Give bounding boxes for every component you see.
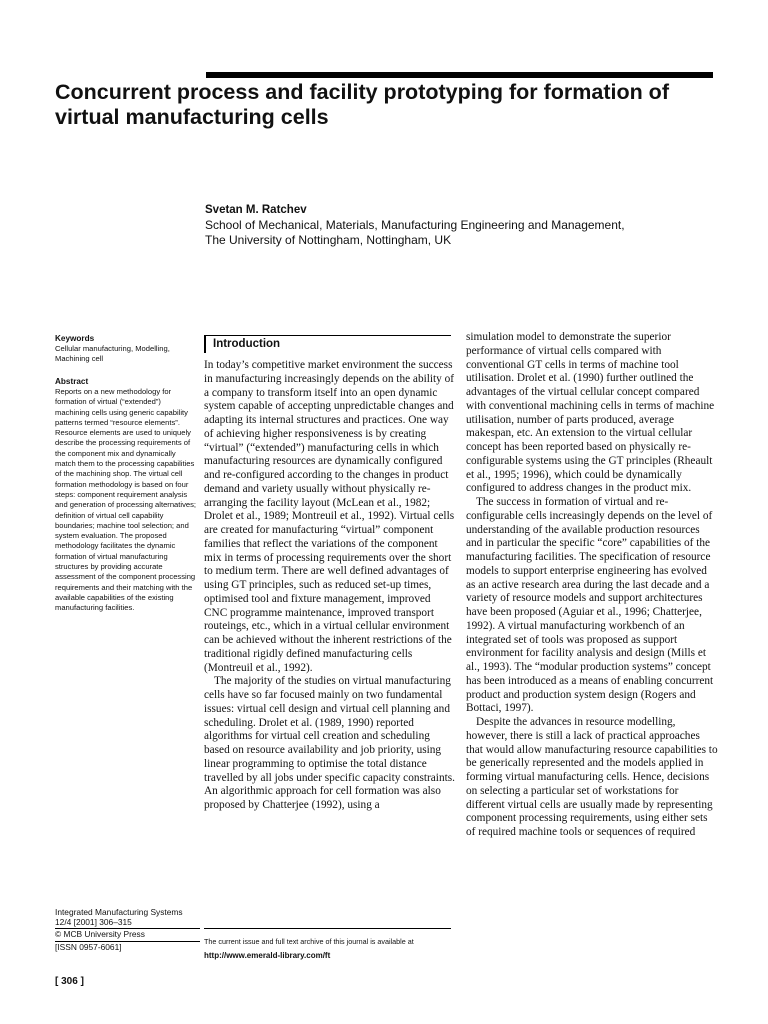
keywords-text: Cellular manufacturing, Modelling, Machining cell	[55, 344, 170, 364]
abstract-heading: Abstract	[55, 377, 89, 386]
abstract-text: Reports on a new methodology for formation of virtual (“extended”) machining cells using generic capability patterns termed “resource elements”. Resource elements are used to uniquely describe the processing requirements of the component mix and dynamically match them to the processing capabilities of the machining shop. The virtual cell formation methodology is based on four steps: component requirement analysis and generation of processing alternatives; definition of virtual cell capability boundaries; machine tool selection; and system evaluation. The proposed methodology facilitates the dynamic formation of virtual manufacturing structures by providing accurate assessment of the component processing requirements and their matching with the available capabilities of the existing manufacturing facilities.	[55, 387, 196, 613]
affiliation-line-2: The University of Nottingham, Nottingham, UK	[205, 233, 452, 247]
page-number: [ 306 ]	[55, 976, 84, 987]
col1-paragraph-2: The majority of the studies on virtual manufacturing cells have so far focused mainly on two fundamental issues: virtual cell design and virtual cell planning and scheduling. Drolet et al. (1989, 1990) reported algorithms for virtual cell creation and scheduling based on resource availability and job priority, using linear programming to optimise the total distance travelled by all jobs under specific capacity constraints. An algorithmic approach for cell formation was also proposed by Chatterjee (1992), using a	[204, 675, 455, 811]
journal-name: Integrated Manufacturing Systems	[55, 907, 183, 917]
footnote-text: The current issue and full text archive of this journal is available at	[204, 937, 414, 946]
heading-marker	[204, 336, 206, 353]
col2-paragraph-3: Despite the advances in resource modelling, however, there is still a lack of practical approaches that would allow manufacturing resource capabilities to be generically represented and the models applied in forming virtual manufacturing cells. Hence, decisions on selecting a particular set of workstations for different virtual cells are usually made by representing component processing requirements, using either sets of required machine tools or sequences of required	[466, 716, 718, 838]
keywords-heading: Keywords	[55, 334, 95, 343]
author-affiliation	[205, 218, 725, 248]
journal-info	[55, 908, 200, 952]
affiliation-line-1: School of Mechanical, Materials, Manufacturing Engineering and Management,	[205, 218, 625, 232]
col1-paragraph-1: In today’s competitive market environment the success in manufacturing increasingly depends on the ability of a company to transform itself into an open dynamic system capable of accepting unpredictable changes and adapting its internal structures and practices. One way of achieving higher responsiveness is by creating “virtual” (“extended”) manufacturing cells in which manufacturing resources are dynamically configured and re-configured according to the changes in product demand and variety usually without physically re-arranging the facility layout (McLean et al., 1982; Drolet et al., 1989; Montreuil et al., 1992). Virtual cells are created for manufacturing “virtual” component families that reflect the variations of the component mix in terms of processing requirements over the short to medium term. There are well defined advantages of using GT principles, such as reduced set-up times, optimised tool and fixture management, improved CNC programme maintenance, improved transport routeings, etc., which in a virtual cellular environment can be achieved without the inherent restrictions of the traditional rigidly defined manufacturing cells (Montreuil et al., 1992).	[204, 359, 455, 674]
footnote-rule	[204, 928, 451, 929]
article-title: Concurrent process and facility prototyping for formation of virtual manufacturing cells	[55, 80, 669, 129]
journal-issue: 12/4 [2001] 306–315	[55, 916, 132, 927]
col2-paragraph-1: simulation model to demonstrate the superior performance of virtual cells compared with conventional GT cells in terms of machine tool utilisation. Drolet et al. (1990) further outlined the advantages of the virtual cellular concept compared with conventional machining cells in terms of machine utilisation, number of parts produced, average makespan, etc. An extension to the virtual cellular concept has been reported based on physically re-configurable systems using the GT principles (Rheault et al., 1995; 1996), which could be dynamically configured to address changes in the product mix.	[466, 331, 715, 495]
abstract-block	[55, 376, 197, 614]
journal-url-link[interactable]: http://www.emerald-library.com/ft	[204, 951, 331, 960]
col2-paragraph-2: The success in formation of virtual and re-configurable cells increasingly depends on the level of understanding of the available production resources and in particular the specific “core” capabilities of the manufacturing facilities. The specification of resource models to support enterprise engineering has evolved as an active research area during the last decade and a variety of resource models and support architectures have been proposed (Aguiar et al., 1996; Chatterjee, 1992). A virtual manufacturing workbench of an integrated set of tools was proposed as support environment for facility analysis and design (Mills et al., 1993). The “modular production systems” concept has been introduced as a means of enabling concurrent product and production system design (Rogers and Bottaci, 1997).	[466, 496, 714, 715]
journal-publisher: © MCB University Press	[55, 929, 145, 940]
keywords-block	[55, 333, 197, 365]
section-heading: Introduction	[213, 338, 281, 350]
journal-issn: [ISSN 0957-6061]	[55, 941, 122, 952]
availability-footnote	[204, 935, 454, 963]
author-name: Svetan M. Ratchev	[205, 204, 307, 216]
title-rule	[206, 72, 713, 78]
body-column-2	[466, 331, 718, 840]
body-column-1	[204, 359, 456, 813]
introduction-heading-box	[204, 335, 451, 354]
